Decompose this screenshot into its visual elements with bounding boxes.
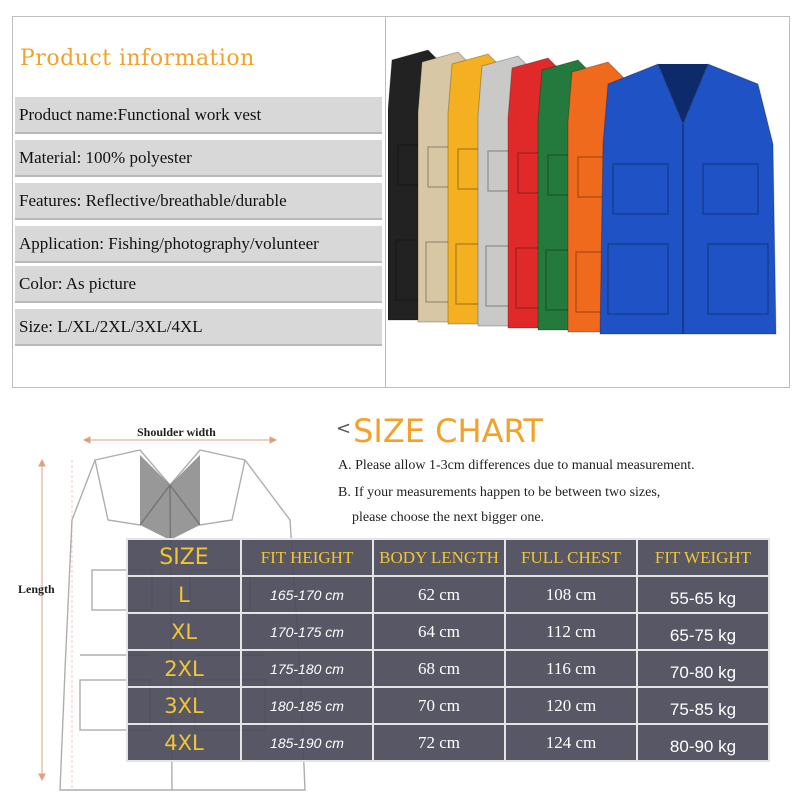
- size-cell: L: [127, 576, 241, 613]
- info-row-color: Color: As picture: [15, 266, 382, 303]
- fit-height-cell: 170-175 cm: [241, 613, 373, 650]
- length-label: Length: [18, 582, 55, 596]
- table-header-row: [127, 539, 769, 576]
- table-row: [127, 650, 769, 687]
- table-row: [127, 613, 769, 650]
- vest-8: [600, 64, 776, 334]
- full-chest-cell: 120 cm: [505, 687, 637, 724]
- fit-height-cell: 185-190 cm: [241, 724, 373, 761]
- left-arrow-icon: <: [336, 418, 352, 439]
- full-chest-cell: 108 cm: [505, 576, 637, 613]
- body-length-cell: 68 cm: [373, 650, 505, 687]
- note-a: A. Please allow 1-3cm differences due to manual measurement.: [338, 458, 695, 473]
- size-chart-title: SIZE CHART: [353, 412, 543, 450]
- shoulder-width-label: Shoulder width: [137, 425, 216, 439]
- fit-height-cell: 175-180 cm: [241, 650, 373, 687]
- panel-divider: [385, 16, 386, 388]
- body-length-cell: 64 cm: [373, 613, 505, 650]
- note-b-cont: please choose the next bigger one.: [352, 510, 545, 525]
- full-chest-cell: 116 cm: [505, 650, 637, 687]
- size-cell: 2XL: [127, 650, 241, 687]
- table-row: [127, 576, 769, 613]
- note-b: B. If your measurements happen to be between two sizes,: [338, 485, 661, 500]
- size-cell: XL: [127, 613, 241, 650]
- size-cell: 4XL: [127, 724, 241, 761]
- fit-height-cell: 180-185 cm: [241, 687, 373, 724]
- fit-weight-cell: 55-65 kg: [637, 576, 769, 613]
- header-full-chest: FULL CHEST: [505, 539, 637, 576]
- info-row-material: Material: 100% polyester: [15, 140, 382, 177]
- fit-weight-cell: 75-85 kg: [637, 687, 769, 724]
- header-fit-weight: FIT WEIGHT: [637, 539, 769, 576]
- info-row-application: Application: Fishing/photography/volunteer: [15, 226, 382, 263]
- size-chart-heading: [336, 412, 543, 450]
- full-chest-cell: 112 cm: [505, 613, 637, 650]
- fit-height-cell: 165-170 cm: [241, 576, 373, 613]
- header-fit-height: FIT HEIGHT: [241, 539, 373, 576]
- body-length-cell: 72 cm: [373, 724, 505, 761]
- full-chest-cell: 124 cm: [505, 724, 637, 761]
- header-size: SIZE: [127, 539, 241, 576]
- fit-weight-cell: 70-80 kg: [637, 650, 769, 687]
- product-info-title: Product information: [20, 46, 255, 71]
- size-table: [126, 538, 770, 762]
- info-row-size: Size: L/XL/2XL/3XL/4XL: [15, 309, 382, 346]
- info-row-features: Features: Reflective/breathable/durable: [15, 183, 382, 220]
- body-length-cell: 62 cm: [373, 576, 505, 613]
- info-row-product-name: Product name:Functional work vest: [15, 97, 382, 134]
- table-row: [127, 724, 769, 761]
- fit-weight-cell: 80-90 kg: [637, 724, 769, 761]
- fit-weight-cell: 65-75 kg: [637, 613, 769, 650]
- header-body-length: BODY LENGTH: [373, 539, 505, 576]
- size-cell: 3XL: [127, 687, 241, 724]
- body-length-cell: 70 cm: [373, 687, 505, 724]
- vests-photo: [388, 40, 788, 345]
- table-row: [127, 687, 769, 724]
